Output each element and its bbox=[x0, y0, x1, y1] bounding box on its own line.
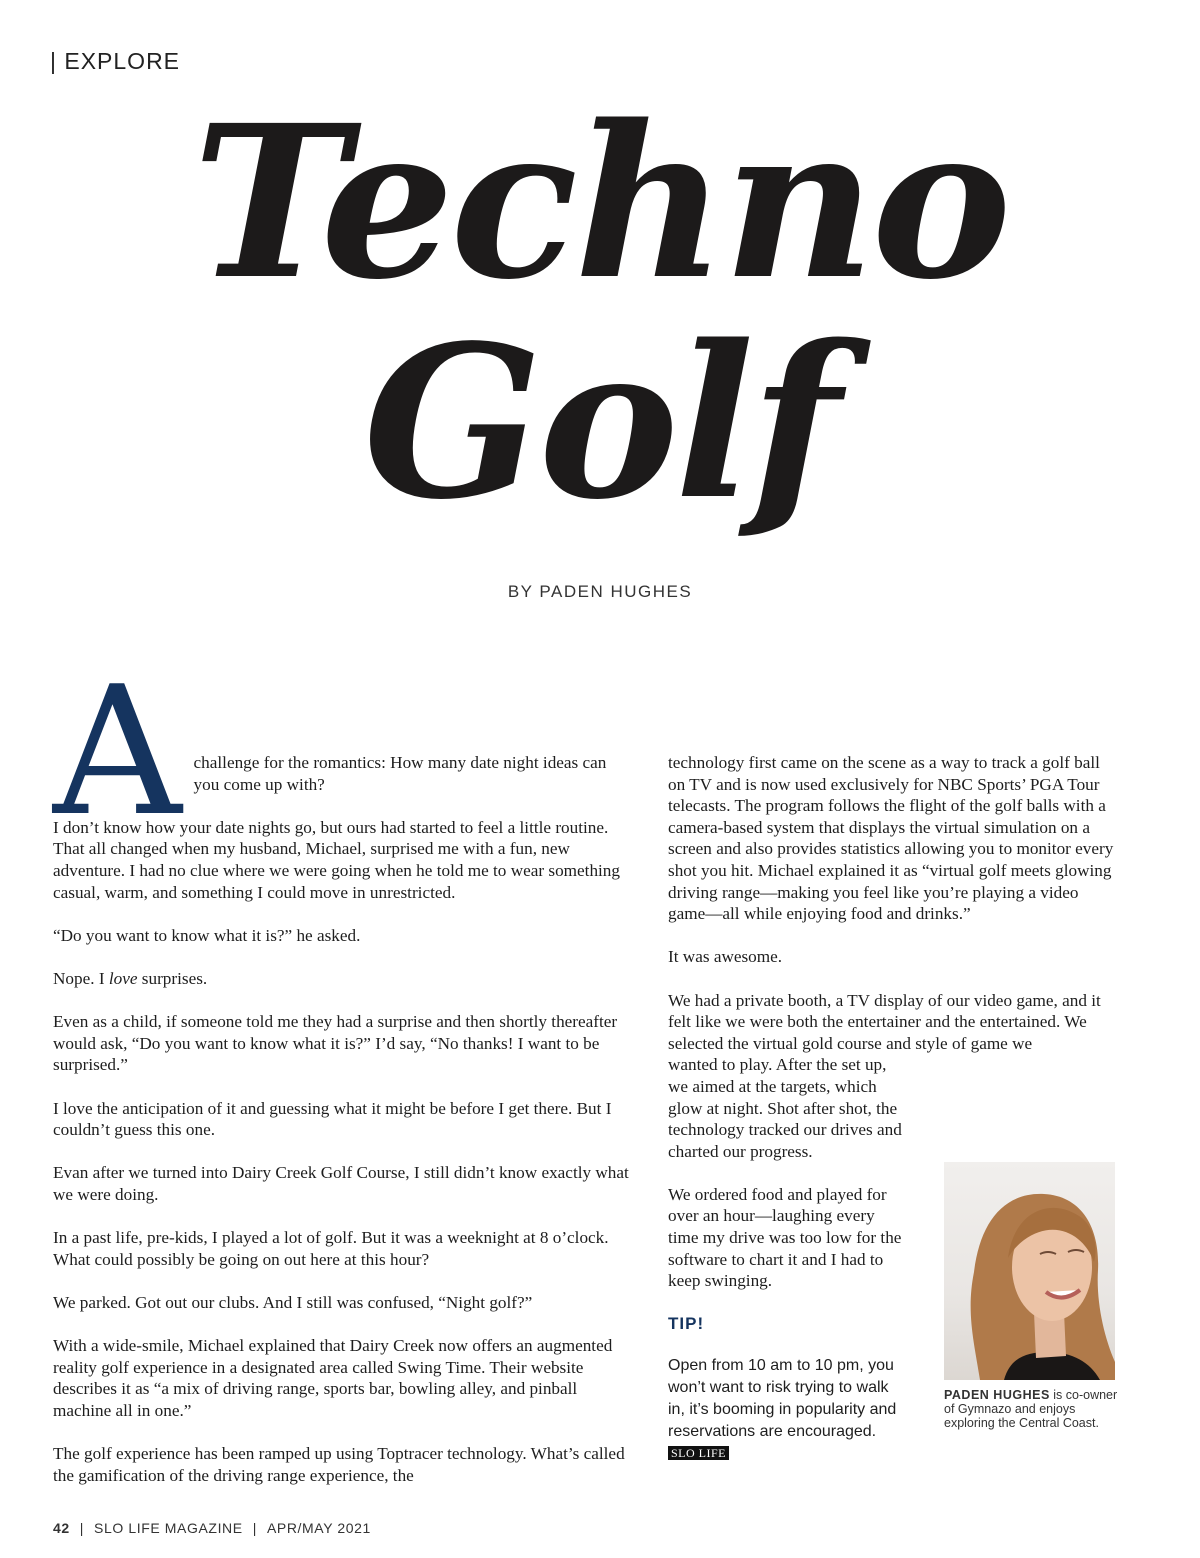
tip-heading: TIP! bbox=[668, 1314, 705, 1334]
article-title-line-1: Techno bbox=[192, 79, 1008, 326]
lead-paragraph bbox=[53, 648, 633, 855]
author-name: PADEN HUGHES bbox=[944, 1388, 1050, 1402]
body-paragraph: “Do you want to know what it is?” he asked. bbox=[53, 925, 361, 945]
tip-body: Open from 10 am to 10 pm, you won’t want to risk trying to walk in, it’s booming in popularity and reservations are encouraged. SLO LIFE bbox=[668, 1357, 897, 1461]
slo-life-end-mark: SLO LIFE bbox=[668, 1446, 729, 1460]
body-paragraph: We ordered food and played for over an hour—laughing every time my drive was too low for the software to chart it and I had to keep swinging. bbox=[668, 1184, 902, 1291]
body-paragraph: Even as a child, if someone told me they had a surprise and then shortly thereafter would ask, “Do you want to know what it is?” I’d say, “No thanks! I want to be surprised.” bbox=[53, 1012, 618, 1075]
byline: BY PADEN HUGHES bbox=[507, 582, 693, 601]
emphasis: love bbox=[108, 968, 138, 988]
lead-text: challenge for the romantics: How many date night ideas can you come up with? bbox=[193, 753, 607, 794]
body-paragraph: With a wide-smile, Michael explained that Dairy Creek now offers an augmented reality golf experience in a designated area called Swing Time. Their website describes it as “a mix of driving range, sports bar, bowling alley, and pinball machine all in one.” bbox=[53, 1336, 613, 1420]
body-paragraph: The golf experience has been ramped up using Toptracer technology. What’s called the gamification of the driving range experience, the bbox=[53, 1444, 625, 1485]
body-paragraph: I love the anticipation of it and guessing what it might be before I get there. But I couldn’t guess this one. bbox=[53, 1098, 612, 1140]
section-label: | EXPLORE bbox=[50, 48, 181, 74]
page-number: 42 bbox=[53, 1520, 70, 1536]
magazine-name: SLO LIFE MAGAZINE bbox=[94, 1520, 243, 1536]
body-paragraph: Evan after we turned into Dairy Creek Golf Course, I still didn’t know exactly what we were doing. bbox=[53, 1163, 629, 1204]
body-paragraph: It was awesome. bbox=[668, 947, 783, 967]
body-paragraph: We parked. Got out our clubs. And I still was confused, “Night golf?” bbox=[53, 1292, 533, 1312]
body-paragraph: We had a private booth, a TV display of our video game, and it felt like we were both the entertainer and the entertained. We selected the virtual gold course and style of game we bbox=[668, 990, 1101, 1053]
author-photo bbox=[944, 1162, 1115, 1380]
body-paragraph: wanted to play. After the set up, we aimed at the targets, which glow at night. Shot after shot, the technology tracked our drives and charted our progress. bbox=[668, 1055, 902, 1161]
drop-cap: A bbox=[53, 648, 182, 855]
body-paragraph: I don’t know how your date nights go, but ours had started to feel a little routine. That all changed when my husband, Michael, surprised me with a fun, new adventure. I had no clue where we were going when he told me to wear something casual, warm, and something I could move in unrestricted. bbox=[53, 817, 620, 902]
body-paragraph: Nope. I love surprises. bbox=[53, 968, 208, 988]
body-paragraph: technology first came on the scene as a way to track a golf ball on TV and is now used exclusively for NBC Sports’ PGA Tour telecasts. The program follows the flight of the golf balls with a camera-based system that displays the virtual simulation on a screen and also provides statistics allowing you to monitor every shot you hit. Michael explained it as “virtual golf meets glowing driving range—making you feel like you’re playing a video game—all while enjoying food and drinks.” bbox=[668, 753, 1114, 924]
article-title-line-2: Golf bbox=[363, 299, 837, 546]
author-bio: is co-owner of Gymnazo and enjoys exploring the Central Coast. bbox=[944, 1388, 1118, 1430]
page-footer: 42 | SLO LIFE MAGAZINE | APR/MAY 2021 bbox=[53, 1520, 371, 1536]
author-caption bbox=[944, 1388, 1119, 1430]
article-column-left bbox=[53, 648, 633, 1508]
body-paragraph: In a past life, pre-kids, I played a lot of golf. But it was a weeknight at 8 o’clock. What could possibly be going on out here at this hour? bbox=[53, 1228, 609, 1269]
issue-date: APR/MAY 2021 bbox=[266, 1520, 371, 1536]
